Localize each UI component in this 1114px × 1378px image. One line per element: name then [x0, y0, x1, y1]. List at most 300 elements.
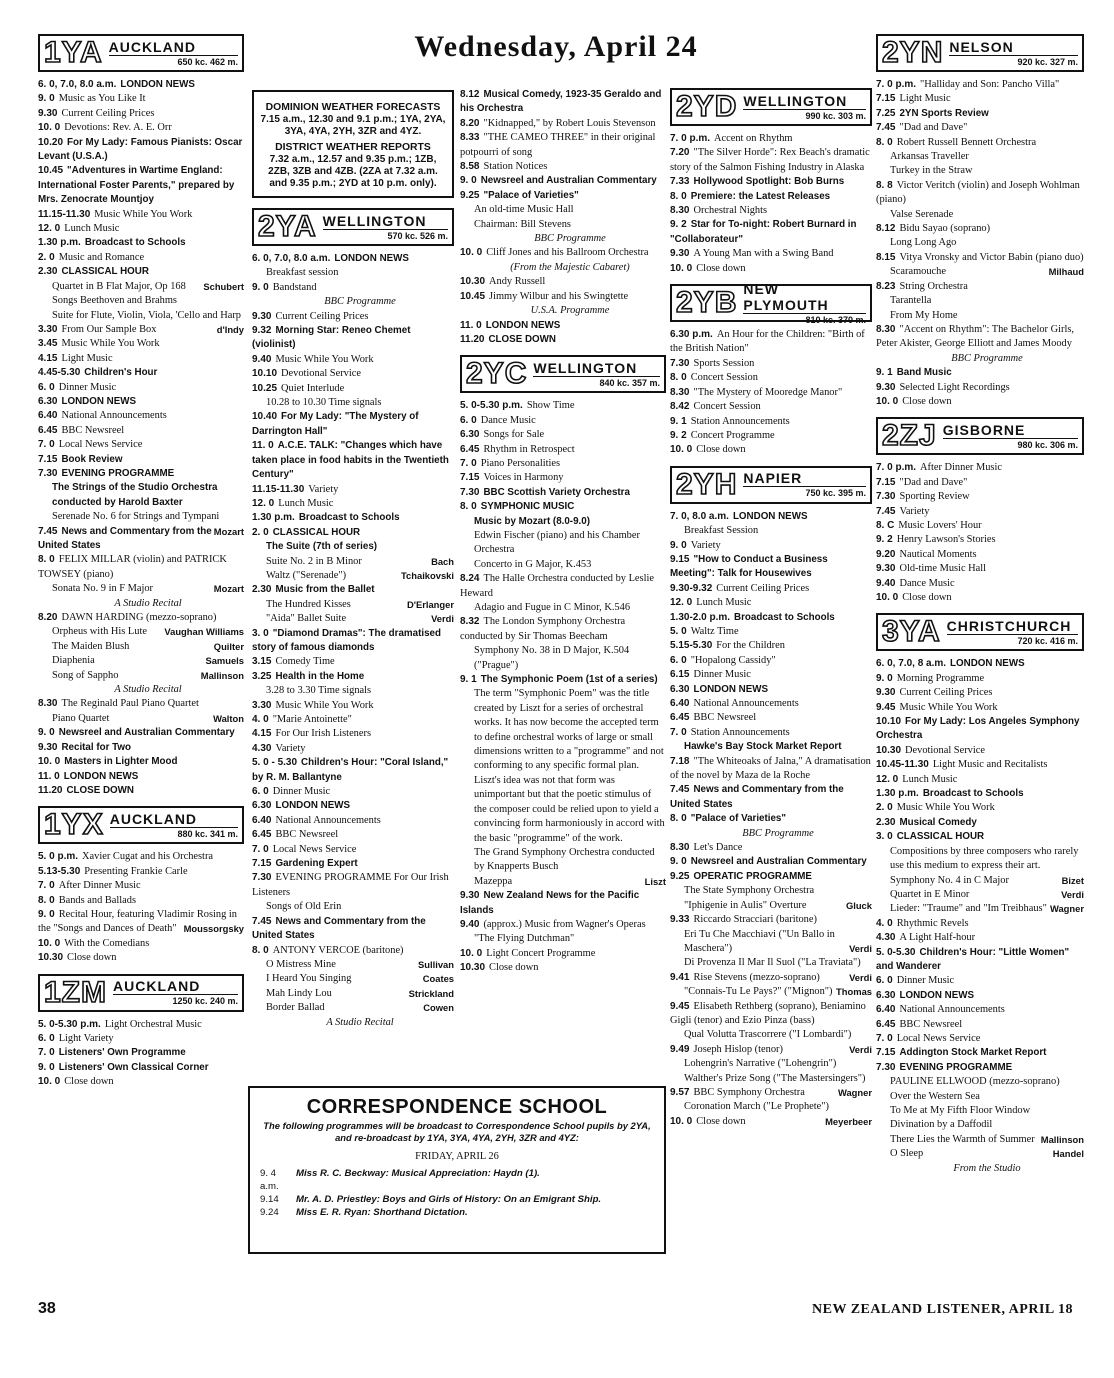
entry-time: 7. 0 — [876, 1032, 893, 1044]
entry-text: Bandstand — [272, 281, 317, 293]
column-2 — [252, 88, 454, 1030]
entry-text: A.C.E. TALK: "Changes which have taken place in food habits in the Twentieth Century" — [252, 440, 449, 481]
entry-text: Long Long Ago — [890, 237, 957, 249]
entry-composer: Thomas — [836, 986, 872, 998]
entry-time: 10.45 — [460, 290, 486, 302]
entry-time: 8.24 — [460, 573, 480, 585]
schedule-entry — [252, 972, 454, 986]
station-city: WELLINGTON — [533, 360, 660, 377]
station-logo: 2YB — [676, 286, 738, 320]
entry-composer: Tchaikovski — [401, 569, 454, 581]
entry-text: Let's Dance — [693, 842, 743, 854]
entry-time: 3.30 — [252, 699, 272, 711]
entry-time: 6.30 — [460, 429, 480, 441]
schedule-entry — [876, 787, 1084, 801]
schedule-entry — [252, 353, 454, 367]
entry-text: Current Ceiling Prices — [61, 107, 155, 119]
entry-text: The Hundred Kisses — [266, 598, 351, 610]
entry-text: Morning Star: Reneo Chemet (violinist) — [252, 325, 411, 351]
entry-text: "The Mystery of Mooredge Manor" — [693, 386, 843, 398]
entry-text: Masters in Lighter Mood — [64, 756, 178, 768]
entry-text: Light Concert Programme — [486, 947, 596, 959]
schedule-entry — [252, 367, 454, 381]
station-header-2yh — [670, 466, 872, 504]
entry-composer: Bach — [431, 555, 454, 567]
column-3 — [460, 88, 666, 976]
schedule-entry — [252, 670, 454, 684]
schedule-entry — [38, 850, 244, 864]
schedule-entry — [252, 483, 454, 497]
entry-text: Devotional Service — [281, 368, 361, 380]
entry-text: Accent on Rhythm — [714, 133, 793, 144]
entry-time: 8.30 — [876, 323, 896, 335]
entry-text: Qual Volutta Trascorrere ("I Lombardi") — [684, 1029, 852, 1041]
entry-time: 8.58 — [460, 161, 480, 173]
station-city: GISBORNE — [943, 422, 1078, 439]
entry-text: Compositions by three composers who rarely use this medium to express their art. — [890, 845, 1079, 872]
entry-time: 9.45 — [670, 1000, 690, 1012]
entry-time: 6.45 — [670, 712, 690, 724]
entry-text: CLOSE DOWN — [488, 333, 556, 345]
schedule-entry — [460, 615, 666, 644]
schedule-entry — [670, 443, 872, 457]
entry-text: "Palace of Varieties" — [483, 189, 579, 201]
entry-text: The State Symphony Orchestra — [684, 885, 815, 897]
station-frequency: 720 kc. 416 m. — [1017, 635, 1078, 646]
schedule-entry — [252, 756, 454, 785]
entry-time: 9.40 — [460, 918, 480, 930]
entry-time: 10.45-11.30 — [876, 759, 929, 771]
schedule-entry — [252, 555, 454, 569]
schedule-entry — [670, 855, 872, 869]
entry-time: 8. 0 — [460, 501, 477, 513]
schedule-entry — [876, 309, 1084, 323]
entry-text: LONDON NEWS — [120, 79, 195, 90]
schedule-entry — [876, 352, 1084, 366]
entry-text: The Strings of the Studio Orchestra conducted by Harold Baxter — [52, 482, 218, 508]
entry-time: 11. 0 — [38, 770, 60, 782]
schedule-2yh — [670, 510, 872, 1129]
schedule-entry — [460, 673, 666, 687]
entry-time: 10. 0 — [670, 262, 693, 274]
station-logo: 1YX — [44, 808, 104, 842]
entry-composer: Cowen — [423, 1002, 454, 1014]
station-logo: 2YD — [676, 90, 738, 123]
station-city: AUCKLAND — [109, 39, 238, 56]
schedule-entry — [38, 78, 244, 92]
entry-time: 10. 0 — [38, 756, 61, 768]
entry-time: 9. 1 — [670, 415, 687, 427]
schedule-entry — [38, 92, 244, 106]
entry-text: "Adventures in Wartime England: International Foster Parents," prepared by Mrs. Zenocrate Mountjoy — [38, 165, 235, 206]
entry-text: Hawke's Bay Stock Market Report — [684, 741, 842, 753]
schedule-entry — [252, 857, 454, 871]
item-time: 9.14 — [260, 1194, 279, 1205]
entry-text: Old-time Music Hall — [899, 563, 987, 575]
entry-time: 4. 0 — [876, 917, 893, 929]
entry-text: Divination by a Daffodil — [890, 1119, 993, 1131]
schedule-entry — [252, 1001, 454, 1015]
entry-time: 7.25 — [876, 107, 896, 119]
entry-time: 8.20 — [460, 117, 480, 129]
entry-time: 4.30 — [876, 932, 896, 944]
schedule-entry — [670, 841, 872, 855]
entry-text: National Announcements — [693, 698, 799, 709]
schedule-entry — [460, 319, 666, 333]
schedule-entry — [38, 582, 244, 596]
entry-time: 11. 0 — [252, 440, 274, 452]
entry-time: 9. 0 — [460, 175, 477, 187]
entry-time: 9.41 — [670, 971, 690, 983]
correspondence-intro: The following programmes will be broadcast to Correspondence School pupils by 2YA, and re-broadcast by 1YA, 3YA, 4YA, 2YH, 3ZR and 4YZ: — [263, 1120, 651, 1143]
station-frequency: 920 kc. 327 m. — [1017, 56, 1078, 67]
item-description: Miss R. C. Beckway: Musical Appreciation: Haydn (1). — [296, 1168, 540, 1179]
entry-time: 8.12 — [460, 89, 480, 100]
station-city: NEW PLYMOUTH — [743, 281, 866, 314]
schedule-entry — [38, 908, 244, 937]
schedule-entry — [670, 175, 872, 189]
schedule-entry — [38, 879, 244, 893]
schedule-entry — [876, 1046, 1084, 1060]
entry-composer: Coates — [422, 973, 454, 985]
entry-time: 5. 0-5.30 — [876, 946, 916, 958]
entry-time: 7.30 — [252, 872, 272, 884]
entry-time: 7.18 — [670, 755, 690, 767]
entry-time: 1.30 p.m. — [38, 237, 81, 249]
entry-text: Dinner Music — [58, 381, 117, 393]
schedule-entry — [876, 902, 1084, 916]
entry-text: The London Symphony Orchestra conducted by Sir Thomas Beecham — [460, 616, 626, 642]
entry-time: 9.30 — [38, 741, 58, 753]
entry-text: "Aida" Ballet Suite — [266, 613, 347, 625]
entry-text: Current Ceiling Prices — [716, 582, 810, 594]
schedule-entry — [460, 218, 666, 232]
schedule-entry — [38, 251, 244, 265]
entry-text: Dinner Music — [896, 975, 955, 987]
schedule-entry — [876, 533, 1084, 547]
entry-text: Presenting Frankie Carle — [84, 865, 188, 877]
schedule-entry — [252, 1016, 454, 1030]
schedule-entry — [252, 583, 454, 597]
schedule-entry — [670, 740, 872, 754]
schedule-entry — [460, 189, 666, 203]
entry-time: 6. 0 — [460, 414, 477, 426]
schedule-entry — [38, 438, 244, 452]
schedule-entry — [670, 524, 872, 538]
schedule-entry — [670, 870, 872, 884]
schedule-entry — [670, 726, 872, 740]
entry-text: Concerto in G Major, K.453 — [474, 558, 592, 570]
entry-text: Hollywood Spotlight: Bob Burns — [693, 176, 845, 188]
entry-time: 4.15 — [252, 728, 272, 740]
entry-time: 7.15 — [876, 476, 896, 488]
entry-text: ANTONY VERCOE (baritone) — [272, 944, 404, 956]
entry-time: 2. 0 — [876, 802, 893, 814]
entry-composer: Bizet — [1061, 874, 1084, 886]
entry-composer: Sullivan — [418, 958, 454, 970]
entry-text: LONDON NEWS — [693, 683, 769, 695]
entry-time: 6. 0, 7.0, 8.0 a.m. — [252, 253, 331, 264]
entry-text: Songs for Sale — [483, 429, 545, 441]
entry-composer: Mallinson — [200, 669, 244, 681]
schedule-entry — [876, 758, 1084, 772]
entry-text: Lunch Music — [902, 773, 958, 785]
station-logo: 2ZJ — [882, 419, 937, 453]
entry-time: 7. 0, 8.0 a.m. — [670, 510, 729, 522]
schedule-entry — [460, 117, 666, 131]
entry-composer: Quilter — [213, 640, 244, 652]
entry-text: Sonata No. 9 in F Major — [52, 583, 154, 595]
schedule-entry — [460, 558, 666, 572]
entry-text: "The Silver Horde": Rex Beach's dramatic story of the Salmon Fishing Industry in Alaska — [670, 147, 870, 173]
schedule-entry — [252, 295, 454, 309]
schedule-3ya — [876, 657, 1084, 1176]
entry-text: Sporting Review — [899, 491, 970, 503]
entry-composer: Milhaud — [1048, 266, 1084, 278]
entry-text: (From the Majestic Cabaret) — [510, 261, 630, 273]
entry-text: After Dinner Music — [58, 880, 141, 892]
entry-text: Light Music — [61, 352, 113, 364]
entry-time: 4. 0 — [252, 714, 269, 725]
schedule-entry — [876, 974, 1084, 988]
entry-text: SYMPHONIC MUSIC — [480, 501, 575, 513]
entry-time: 6. 0 — [876, 975, 893, 987]
entry-time: 11.20 — [460, 333, 485, 345]
schedule-entry — [670, 812, 872, 826]
correspondence-heading: CORRESPONDENCE SCHOOL — [306, 1096, 608, 1118]
entry-time: 8.30 — [38, 698, 58, 710]
station-frequency: 990 kc. 303 m. — [805, 110, 866, 121]
entry-text: "The Whiteoaks of Jalna," A dramatisation of the novel by Maza de la Roche — [670, 755, 871, 782]
entry-text: Newsreel and Australian Commentary — [480, 175, 657, 187]
entry-text: For the Children — [716, 640, 785, 652]
entry-text: Band Music — [896, 367, 952, 379]
entry-time: 11.20 — [38, 784, 63, 796]
schedule-entry — [252, 410, 454, 439]
entry-time: 7.45 — [38, 525, 58, 537]
entry-time: 10.45 — [38, 165, 64, 177]
weather-times-1: 7.15 a.m., 12.30 and 9.1 p.m.; 1YA, 2YA, 3YA, 4YA, 2YH, 3ZR and 4YZ. — [260, 114, 446, 137]
entry-text: Andy Russell — [489, 276, 546, 288]
schedule-entry — [670, 328, 872, 357]
entry-text: Variety — [275, 742, 306, 754]
schedule-entry — [876, 591, 1084, 605]
station-city: WELLINGTON — [323, 213, 448, 230]
schedule-entry — [670, 668, 872, 682]
entry-time: 9.57 — [670, 1086, 690, 1098]
entry-time: 5. 0-5.30 p.m. — [460, 400, 523, 412]
entry-time: 9.30 — [38, 107, 58, 119]
entry-time: 9. 0 — [38, 727, 55, 739]
entry-text: BBC Newsreel — [61, 424, 125, 436]
entry-time: 9.20 — [876, 548, 896, 560]
schedule-entry — [252, 958, 454, 972]
entry-time: 7.30 — [670, 357, 690, 369]
entry-time: 7.15 — [460, 472, 480, 484]
station-frequency: 980 kc. 306 m. — [1017, 439, 1078, 450]
schedule-entry — [252, 843, 454, 857]
entry-time: 10. 0 — [38, 122, 61, 134]
entry-text: A Studio Recital — [326, 1016, 394, 1028]
entry-text: Close down — [696, 1115, 746, 1127]
entry-text: From the Studio — [953, 1162, 1021, 1174]
schedule-entry — [460, 428, 666, 442]
schedule-entry — [670, 247, 872, 261]
schedule-entry — [670, 783, 872, 812]
entry-time: 10.30 — [876, 744, 902, 756]
entry-time: 9. 1 — [460, 674, 477, 686]
entry-time: 7.15 — [252, 858, 272, 870]
entry-text: Light Orchestral Music — [104, 1018, 202, 1030]
entry-text: Current Ceiling Prices — [899, 687, 993, 699]
entry-time: 6.30 p.m. — [670, 329, 713, 341]
entry-composer: Verdi — [431, 613, 454, 625]
entry-time: 6.30 — [252, 800, 272, 812]
entry-time: 7.45 — [252, 915, 272, 927]
schedule-entry — [38, 770, 244, 784]
entry-time: 7.15 — [876, 1047, 896, 1059]
station-frequency: 570 kc. 526 m. — [387, 230, 448, 241]
schedule-entry — [38, 121, 244, 135]
schedule-entry — [38, 395, 244, 409]
entry-time: 10.25 — [252, 382, 278, 394]
entry-text: Close down — [67, 952, 117, 964]
entry-text: Adagio and Fugue in C Minor, K.546 — [474, 602, 631, 613]
schedule-entry — [876, 107, 1084, 121]
schedule-entry — [876, 251, 1084, 265]
weather-heading-2: DISTRICT WEATHER REPORTS — [275, 142, 431, 153]
schedule-entry — [876, 395, 1084, 409]
entry-text: Show Time — [526, 400, 575, 412]
weather-box — [252, 90, 454, 198]
entry-text: Arkansas Traveller — [890, 151, 969, 163]
entry-text: "The Flying Dutchman" — [474, 933, 575, 945]
entry-text: National Announcements — [899, 1004, 1005, 1016]
entry-time: 9. 2 — [670, 219, 687, 231]
entry-text: Music While You Work — [94, 208, 193, 220]
schedule-entry — [460, 529, 666, 558]
schedule-entry — [460, 275, 666, 289]
schedule-entry — [876, 222, 1084, 236]
entry-text: U.S.A. Programme — [530, 305, 610, 317]
entry-text: Music While You Work — [275, 699, 374, 711]
schedule-entry — [876, 1032, 1084, 1046]
entry-text: Chairman: Bill Stevens — [474, 218, 571, 230]
entry-text: Waltz Time — [690, 625, 739, 637]
entry-text: Valse Serenade — [890, 208, 954, 220]
schedule-entry — [460, 399, 666, 413]
entry-text: A Studio Recital — [114, 684, 182, 696]
entry-time: 7.20 — [670, 147, 690, 159]
schedule-entry — [252, 900, 454, 914]
schedule-entry — [38, 1075, 244, 1089]
entry-time: 8.23 — [876, 280, 896, 292]
schedule-entry — [876, 92, 1084, 106]
entry-text: Symphony No. 4 in C Major — [890, 874, 1009, 886]
entry-text: Addington Stock Market Report — [899, 1047, 1047, 1059]
schedule-entry — [38, 611, 244, 625]
entry-time: 9.30 — [876, 381, 896, 393]
schedule-entry — [670, 1086, 872, 1100]
entry-text: Close down — [902, 592, 952, 603]
schedule-2yb — [670, 328, 872, 458]
entry-text: Recital Hour, featuring Vladimir Rosing in the "Songs and Dances of Death" — [38, 908, 237, 935]
entry-text: 2YN Sports Review — [899, 107, 989, 119]
schedule-entry — [38, 712, 244, 726]
entry-text: "Kidnapped," by Robert Louis Stevenson — [483, 117, 656, 129]
entry-text: LONDON NEWS — [275, 800, 351, 812]
schedule-entry — [38, 697, 244, 711]
schedule-entry — [460, 889, 666, 918]
entry-composer: Walton — [213, 712, 244, 724]
schedule-entry — [876, 548, 1084, 562]
entry-time: 8. 0 — [252, 944, 269, 956]
column-4 — [670, 88, 872, 1129]
entry-text: Tarantella — [890, 295, 932, 307]
schedule-entry — [876, 773, 1084, 787]
entry-text: Dance Music — [480, 414, 536, 426]
correspondence-item — [260, 1206, 654, 1219]
schedule-entry — [670, 510, 872, 524]
schedule-entry — [460, 131, 666, 160]
station-city: CHRISTCHURCH — [947, 618, 1078, 635]
entry-time: 3. 0 — [252, 627, 269, 639]
station-logo: 2YN — [882, 36, 944, 69]
entry-text: "How to Conduct a Business Meeting": Talk for Housewives — [670, 553, 828, 580]
schedule-entry — [876, 78, 1084, 92]
weather-times-2: 7.32 a.m., 12.57 and 9.35 p.m.; 1ZB, 2ZB, 3ZB and 4ZB. (2ZA at 7.32 a.m. and 9.35 p.m.; 2YD at 10 p.m. only). — [268, 154, 438, 189]
entry-text: Station Announcements — [690, 726, 790, 738]
schedule-entry — [38, 352, 244, 366]
entry-composer: Wagner — [1049, 903, 1084, 915]
schedule-entry — [252, 310, 454, 324]
schedule-entry — [876, 657, 1084, 671]
entry-text: Music Lovers' Hour — [898, 519, 982, 531]
schedule-entry — [460, 644, 666, 673]
entry-text: Newsreel and Australian Commentary — [690, 856, 867, 868]
schedule-entry — [38, 951, 244, 965]
entry-time: 10.30 — [460, 962, 486, 974]
schedule-entry — [38, 1032, 244, 1046]
entry-composer: Verdi — [849, 971, 872, 983]
schedule-entry — [38, 222, 244, 236]
schedule-entry — [460, 232, 666, 246]
schedule-entry — [460, 457, 666, 471]
entry-time: 2. 0 — [252, 526, 269, 538]
correspondence-item — [260, 1193, 654, 1206]
entry-text: BBC Programme — [324, 296, 396, 308]
entry-text: Eri Tu Che Macchiavi ("Un Ballo in Maschera") — [684, 928, 835, 954]
entry-time: 3.45 — [38, 338, 58, 350]
entry-text: The Suite (7th of series) — [266, 541, 378, 553]
schedule-entry — [38, 424, 244, 438]
entry-text: Symphony No. 38 in D Major, K.504 ("Prague") — [474, 645, 630, 671]
schedule-entry — [876, 381, 1084, 395]
entry-text: EVENING PROGRAMME For Our Irish Listeners — [252, 872, 449, 898]
entry-text: Song of Sappho — [52, 669, 119, 681]
schedule-entry — [38, 236, 244, 250]
schedule-entry — [460, 486, 666, 500]
schedule-entry — [38, 107, 244, 121]
entry-text: "Dad and Dave" — [899, 476, 968, 488]
schedule-entry — [38, 337, 244, 351]
station-header-2zj — [876, 417, 1084, 455]
entry-text: Music by Mozart (8.0-9.0) — [474, 515, 590, 527]
schedule-entry — [876, 744, 1084, 758]
schedule-entry — [876, 1118, 1084, 1132]
schedule-entry — [876, 989, 1084, 1003]
column-5 — [876, 34, 1084, 1176]
